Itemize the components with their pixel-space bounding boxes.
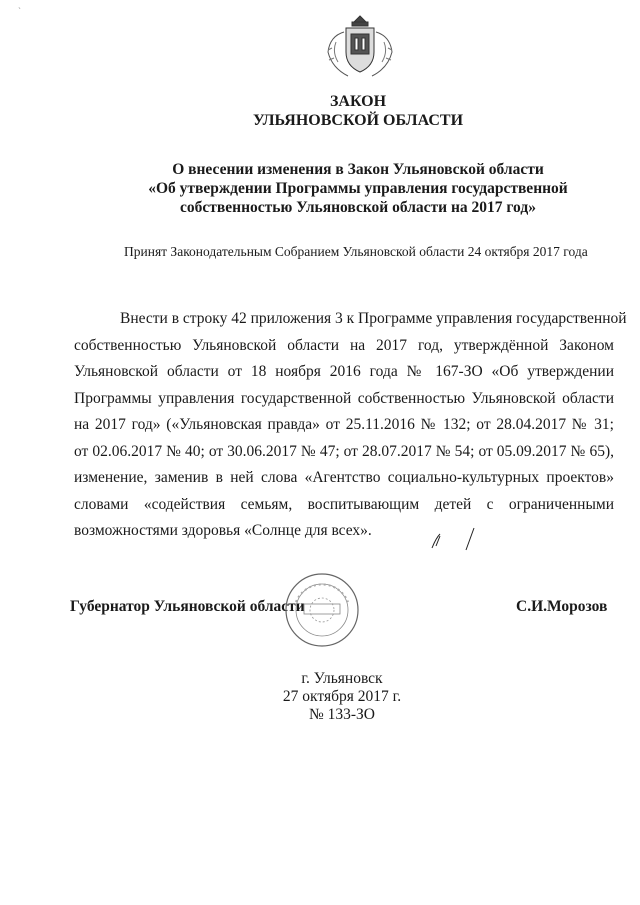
body-line: словами «содействия семьям, воспитывающим детей с ограниченными xyxy=(74,495,614,513)
subject-line-1: О внесении изменения в Закон Ульяновской области xyxy=(172,161,544,178)
coat-of-arms-icon xyxy=(318,12,402,82)
law-number: № 133-ЗО xyxy=(308,706,376,723)
body-paragraph xyxy=(74,306,627,545)
subject-line-3: собственностью Ульяновской области на 2017 год» xyxy=(180,199,536,216)
governor-name: С.И.Морозов xyxy=(516,598,608,615)
body-line: возможностями здоровья «Солнце для всех». xyxy=(74,522,372,539)
body-line: собственностью Ульяновской области на 2017 год, утверждённой Законом xyxy=(74,336,614,354)
official-seal-icon xyxy=(284,572,360,648)
governor-title: Губернатор Ульяновской области xyxy=(70,598,305,615)
law-title-line-2: УЛЬЯНОВСКОЙ ОБЛАСТИ xyxy=(252,112,464,129)
corner-mark: ` xyxy=(18,6,21,16)
body-line: Внести в строку 42 приложения 3 к Программе управления государственной xyxy=(120,310,627,327)
body-line: на 2017 год» («Ульяновская правда» от 25.11.2016 № 132; от 28.04.2017 № 31; xyxy=(74,416,614,433)
place: г. Ульяновск xyxy=(301,670,383,687)
law-title-line-1: ЗАКОН xyxy=(329,93,387,110)
body-line: изменение, заменив в ней слова «Агентство социально-культурных проектов» xyxy=(74,469,614,486)
body-line: Ульяновской области от 18 ноября 2016 года № 167-ЗО «Об утверждении xyxy=(74,363,614,380)
date: 27 октября 2017 г. xyxy=(282,688,402,705)
body-line: от 02.06.2017 № 40; от 30.06.2017 № 47; от 28.07.2017 № 54; от 05.09.2017 № 65), xyxy=(74,442,614,460)
body-line: Программы управления государственной собственностью Ульяновской области xyxy=(74,389,614,407)
adoption-note: Принят Законодательным Собранием Ульяновской области 24 октября 2017 года xyxy=(124,244,588,259)
signature-mark xyxy=(426,524,486,554)
subject-line-2: «Об утверждении Программы управления государственной xyxy=(148,180,568,197)
